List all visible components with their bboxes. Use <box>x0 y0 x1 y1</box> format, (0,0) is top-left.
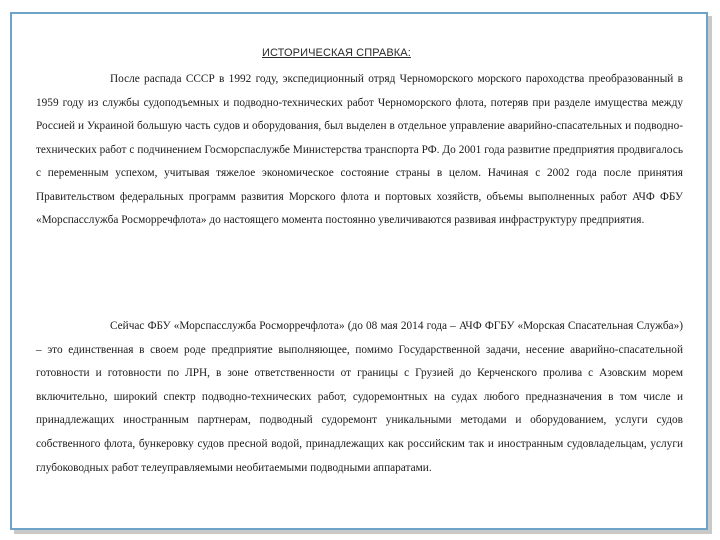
paragraph-current: Сейчас ФБУ «Морспасслужба Росморречфлота» (до 08 мая 2014 года – АЧФ ФГБУ «Морская Спасательная Служба») – это единственная в своем роде предприятие выполняющее, помимо Государственной задачи, несение аварийно-спасательной готовности и готовности по ЛРН, в зоне ответственности от границы с Грузией до Керченского пролива с Азовским морем включительно, широкий спектр подводно-технических работ, судоремонтных на судах любого предназначения в том числе и принадлежащих иностранным партнерам, подводный судоремонт уникальными методами и оборудованием, услуги судов собственного флота, бункеровку судов пресной водой, принадлежащих как российским так и иностранным судовладельцам, услуги глубоководных работ телеуправляемыми необитаемыми подводными аппаратами. <box>36 320 683 474</box>
document-title: ИСТОРИЧЕСКАЯ СПРАВКА: <box>262 47 411 59</box>
paragraph-history: После распада СССР в 1992 году, экспедиционный отряд Черноморского морского пароходства преобразованный в 1959 году из службы судоподъемных и подводно-технических работ Черноморского флота, потеряв при разделе имущества между Россией и Украиной большую часть судов и оборудования, был выделен в отдельное управление аварийно-спасательных и подводно-технических работ с подчинением Госморспаслужбе Министерства транспорта РФ. До 2001 года развитие предприятия продвигалось с переменным успехом, учитывая тяжелое экономическое состояние страны в целом. Начиная с 2002 года после принятия Правительством федеральных программ развития Морского флота и портовых хозяйств, объемы выполненных работ АЧФ ФБУ «Морспасслужба Росморречфлота» до настоящего момента постоянно увеличиваются развивая инфраструктуру предприятия. <box>36 73 683 226</box>
